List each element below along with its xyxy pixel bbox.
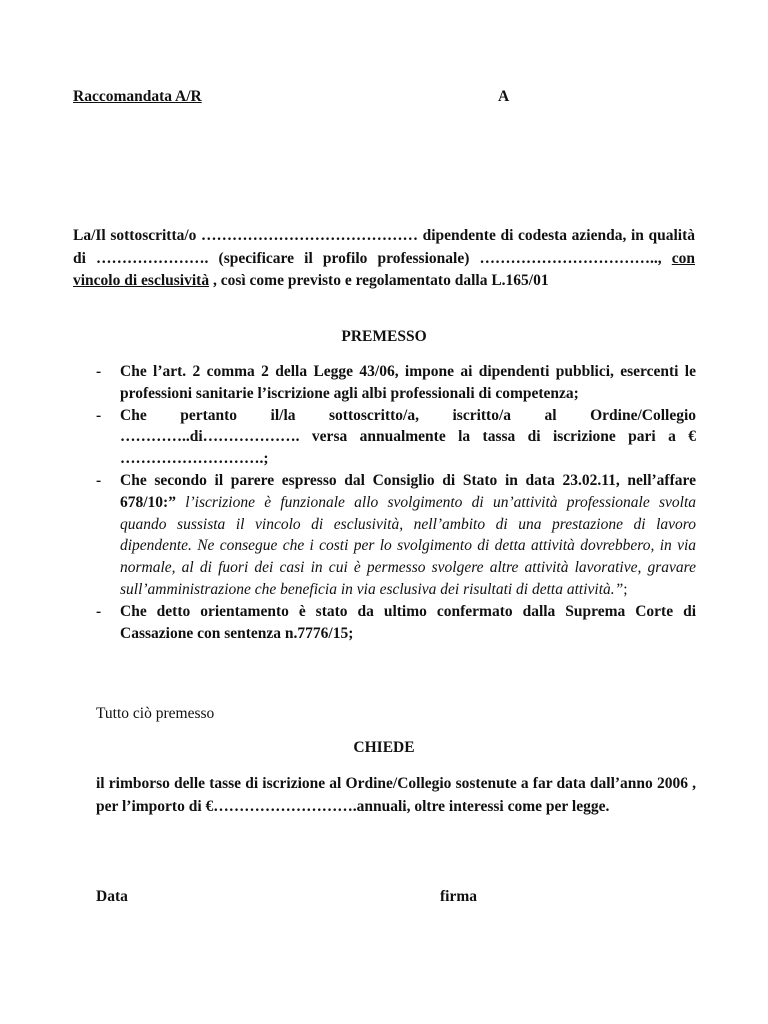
recipient-label: A bbox=[498, 88, 510, 105]
signature-label: firma bbox=[440, 888, 478, 905]
list-item bbox=[96, 470, 696, 601]
intro-text-part1: La/Il sottoscritta/o …………………………………… dipendente di codesta azienda, in qualità di …………………. (specificare il profilo professionale) …………………………….., bbox=[73, 227, 695, 267]
date-label: Data bbox=[96, 888, 128, 905]
premise-3-text: Che secondo il parere espresso dal Consiglio di Stato in data 23.02.11, nell’affare 678/10:” bbox=[120, 471, 696, 511]
list-item bbox=[96, 601, 696, 645]
premise-list bbox=[96, 361, 696, 644]
premise-1-text: Che l’art. 2 comma 2 della Legge 43/06, impone ai dipendenti pubblici, esercenti le professioni sanitarie l’iscrizione agli albi professionali di competenza; bbox=[120, 363, 696, 402]
intro-underlined-text: con vincolo di esclusività bbox=[73, 249, 696, 289]
chiede-heading: CHIEDE bbox=[353, 739, 415, 756]
premesso-heading: PREMESSO bbox=[341, 328, 427, 345]
list-item bbox=[96, 361, 696, 405]
intro-text-part2: , così come previsto e regolamentato dalla L.165/01 bbox=[212, 272, 549, 289]
intro-paragraph bbox=[73, 225, 695, 293]
dash-marker: - bbox=[96, 363, 102, 380]
dash-marker: - bbox=[96, 406, 102, 424]
dash-marker: - bbox=[96, 471, 102, 489]
premise-3-end: ; bbox=[623, 580, 628, 598]
tutto-premesso-text: Tutto ciò premesso bbox=[96, 705, 215, 722]
request-paragraph: il rimborso delle tasse di iscrizione al Ordine/Collegio sostenute a far data dall’anno 2006 , per l’importo di €……………………….annuali, oltre interessi come per legge. bbox=[96, 775, 696, 815]
registered-mail-label: Raccomandata A/R bbox=[73, 88, 202, 105]
premise-3-quote: l’iscrizione è funzionale allo svolgimento di un’attività professionale svolta quando sussista il vincolo di esclusività, nell’ambito di una prestazione di lavoro dipendente. Ne consegue che i costi per lo svolgimento di detta attività dovrebbero, in via normale, al di fuori dei casi in cui è permesso svolgere altre attività lavorative, gravare sull’amministrazione che beneficia in via esclusiva dei risultati di detta attività.” bbox=[120, 493, 697, 598]
premise-2-text: Che pertanto il/la sottoscritto/a, iscritto/a al Ordine/Collegio …………..di………………. versa annualmente la tassa di iscrizione pari a € ……………………….; bbox=[120, 406, 696, 468]
dash-marker: - bbox=[96, 602, 102, 620]
list-item bbox=[96, 405, 696, 470]
premise-4-text: Che detto orientamento è stato da ultimo confermato dalla Suprema Corte di Cassazione con sentenza n.7776/15; bbox=[120, 602, 696, 642]
